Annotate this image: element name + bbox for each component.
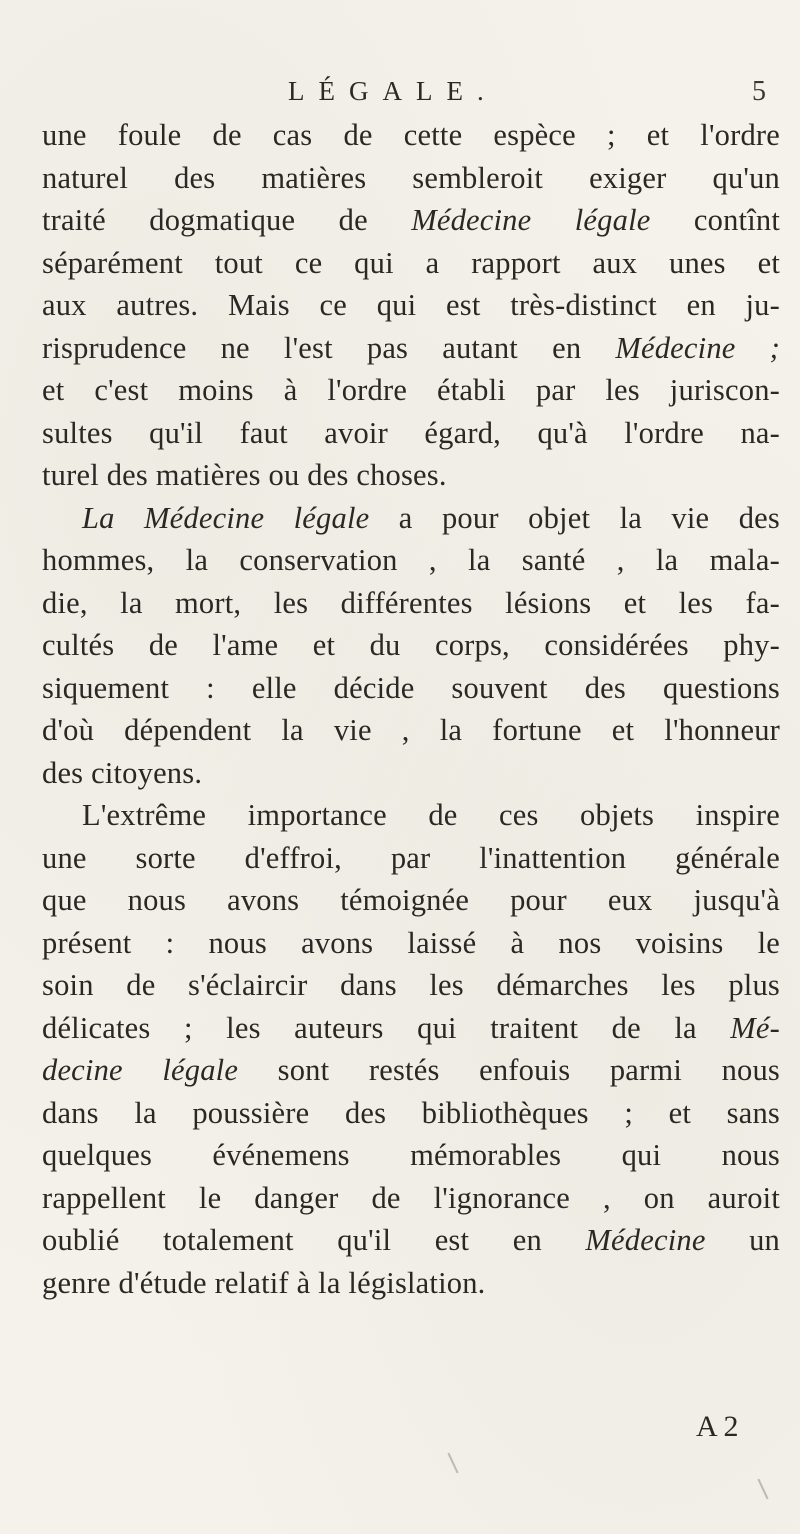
text-line: risprudence ne l'est pas autant en Médecine ; — [42, 330, 780, 365]
text-line: une foule de cas de cette espèce ; et l'ordre — [42, 118, 780, 152]
text-line: naturel des matières sembleroit exiger qu'un — [42, 160, 780, 195]
text-line: d'où dépendent la vie , la fortune et l'honneur — [42, 713, 780, 747]
italic-term: decine légale — [42, 1053, 239, 1087]
text-line: rappellent le danger de l'ignorance , on auroit — [42, 1180, 780, 1215]
text-line: présent : nous avons laissé à nos voisins le — [42, 925, 780, 960]
paper-blemish — [447, 1453, 458, 1474]
text-line: délicates ; les auteurs qui traitent de la Mé- — [42, 1010, 780, 1045]
text-line: cultés de l'ame et du corps, considérées phy- — [42, 628, 780, 662]
body-text — [42, 114, 780, 1304]
text-line: traité dogmatique de Médecine légale contînt — [42, 203, 780, 237]
text-line: quelques événemens mémorables qui nous — [42, 1138, 780, 1172]
text-line: hommes, la conservation , la santé , la mala- — [42, 543, 780, 577]
italic-term: Médecine ; — [615, 330, 780, 365]
italic-term: Mé- — [730, 1010, 780, 1045]
text-line: die, la mort, les différentes lésions et les fa- — [42, 585, 780, 620]
text-line: turel des matières ou des choses. — [42, 458, 447, 492]
italic-term: Médecine — [585, 1223, 706, 1257]
text-line: et c'est moins à l'ordre établi par les juriscon- — [42, 373, 780, 407]
text-line: L'extrême importance de ces objets inspire — [82, 798, 780, 832]
text-line: decine légale sont restés enfouis parmi nous — [42, 1053, 780, 1087]
text-line: des citoyens. — [42, 755, 203, 790]
text-line: une sorte d'effroi, par l'inattention générale — [42, 840, 780, 875]
text-line: aux autres. Mais ce qui est très-distinct en ju- — [42, 288, 780, 322]
text-line: séparément tout ce qui a rapport aux unes et — [42, 245, 780, 280]
signature-mark: A 2 — [696, 1410, 739, 1443]
text-line: soin de s'éclaircir dans les démarches les plus — [42, 968, 780, 1002]
text-line: La Médecine légale a pour objet la vie des — [82, 500, 780, 535]
page-number: 5 — [752, 76, 766, 107]
text-line: sultes qu'il faut avoir égard, qu'à l'ordre na- — [42, 415, 780, 450]
text-line: dans la poussière des bibliothèques ; et sans — [42, 1095, 780, 1130]
italic-term: La Médecine légale — [82, 500, 370, 535]
text-line: oublié totalement qu'il est en Médecine un — [42, 1223, 780, 1257]
italic-term: Médecine légale — [411, 203, 651, 237]
text-line: siquement : elle décide souvent des questions — [42, 670, 780, 705]
running-head — [0, 76, 800, 116]
text-line: genre d'étude relatif à la législation. — [42, 1265, 486, 1300]
running-title: LÉGALE. — [288, 76, 498, 106]
paper-blemish — [757, 1479, 768, 1500]
text-line: que nous avons témoignée pour eux jusqu'à — [42, 883, 780, 917]
